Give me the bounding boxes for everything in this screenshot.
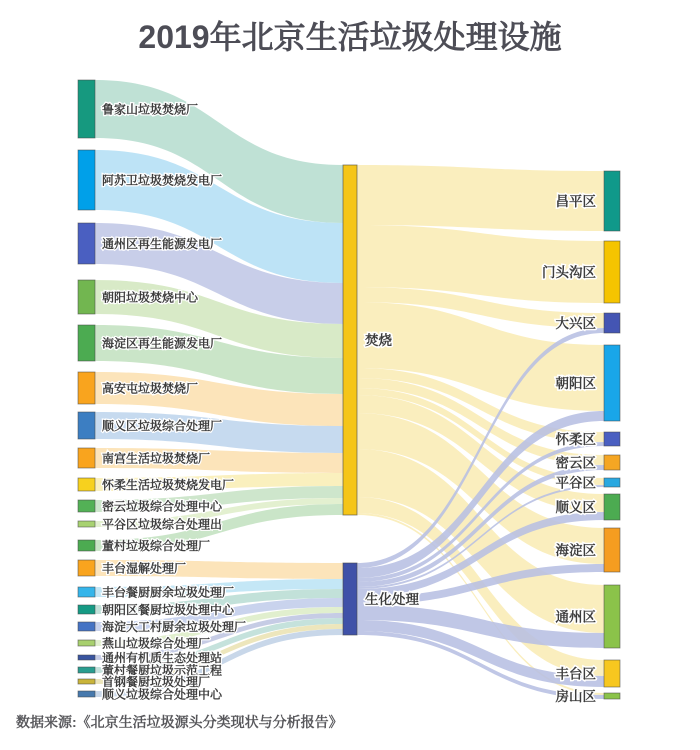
district-node: [604, 693, 620, 699]
process-node: [343, 165, 357, 515]
facility-node: [78, 655, 95, 660]
facility-label: 鲁家山垃圾焚烧厂: [102, 102, 199, 117]
facility-node: [78, 223, 95, 264]
facility-label: 高安屯垃圾焚烧厂: [102, 381, 199, 396]
facility-label: 丰台湿解处理厂: [102, 561, 187, 576]
facility-node: [78, 622, 95, 631]
facility-node: [78, 478, 95, 491]
facility-node: [78, 640, 95, 646]
district-node: [604, 478, 620, 487]
district-label: 怀柔区: [555, 432, 596, 447]
process-label: 生化处理: [365, 592, 419, 607]
facility-label: 顺义垃圾综合处理中心: [102, 687, 223, 702]
district-label: 顺义区: [555, 500, 596, 515]
facility-node: [78, 587, 95, 597]
district-node: [604, 660, 620, 687]
district-node: [604, 528, 620, 572]
facility-node: [78, 280, 95, 314]
facility-label: 怀柔生活垃圾焚烧发电厂: [102, 478, 235, 492]
district-node: [604, 313, 620, 333]
facility-label: 平谷区垃圾综合处理出: [102, 517, 223, 532]
facility-node: [78, 605, 95, 614]
district-node: [604, 171, 620, 231]
facility-node: [78, 521, 95, 527]
data-source-note: 数据来源:《北京生活垃圾源头分类现状与分析报告》: [16, 714, 343, 730]
district-label: 昌平区: [555, 194, 596, 209]
process-label: 焚烧: [365, 333, 392, 348]
facility-label: 燕山垃圾综合处理厂: [102, 636, 211, 651]
district-node: [604, 494, 620, 520]
district-node: [604, 585, 620, 648]
facility-label: 朝阳垃圾焚烧中心: [102, 290, 199, 305]
district-label: 门头沟区: [542, 265, 596, 280]
district-label: 房山区: [555, 689, 596, 704]
facility-label: 南宫生活垃圾焚烧厂: [102, 451, 211, 466]
facility-label: 董村垃圾综合处理厂: [102, 539, 211, 553]
facility-label: 通州区再生能源发电厂: [102, 237, 223, 251]
facility-node: [78, 80, 95, 138]
district-label: 海淀区: [555, 543, 596, 558]
district-label: 大兴区: [555, 316, 596, 331]
facility-node: [78, 500, 95, 512]
facility-label: 朝阳区餐厨垃圾处理中心: [102, 603, 235, 617]
facility-node: [78, 540, 95, 551]
facility-node: [78, 150, 95, 210]
facility-node: [78, 691, 95, 697]
facility-label: 董村餐厨垃圾示范工程: [102, 663, 223, 678]
facility-label: 密云垃圾综合处理中心: [102, 499, 223, 514]
district-node: [604, 241, 620, 303]
facility-label: 阿苏卫垃圾焚烧发电厂: [102, 173, 223, 188]
facility-label: 海淀区再生能源发电厂: [102, 336, 223, 351]
facility-node: [78, 372, 95, 404]
district-label: 密云区: [555, 455, 596, 471]
district-label: 平谷区: [555, 475, 596, 491]
facility-label: 顺义区垃圾综合处理厂: [102, 419, 223, 433]
facility-node: [78, 560, 95, 576]
district-node: [604, 345, 620, 421]
district-label: 丰台区: [555, 666, 596, 682]
facility-label: 海淀大工村厨余垃圾处理厂: [102, 620, 247, 634]
facility-label: 通州有机质生态处理站: [102, 651, 223, 665]
district-node: [604, 455, 620, 470]
facility-node: [78, 412, 95, 439]
facility-label: 首钢餐厨垃圾处理厂: [102, 675, 211, 689]
district-label: 朝阳区: [555, 376, 596, 391]
chart-title: 2019年北京生活垃圾处理设施: [138, 19, 562, 55]
process-node: [343, 563, 357, 635]
facility-node: [78, 667, 95, 673]
district-node: [604, 432, 620, 446]
facility-node: [78, 448, 95, 468]
facility-label: 丰台餐厨厨余垃圾处理厂: [102, 585, 235, 600]
facility-node: [78, 325, 95, 361]
district-label: 通州区: [555, 609, 596, 625]
facility-node: [78, 679, 95, 684]
